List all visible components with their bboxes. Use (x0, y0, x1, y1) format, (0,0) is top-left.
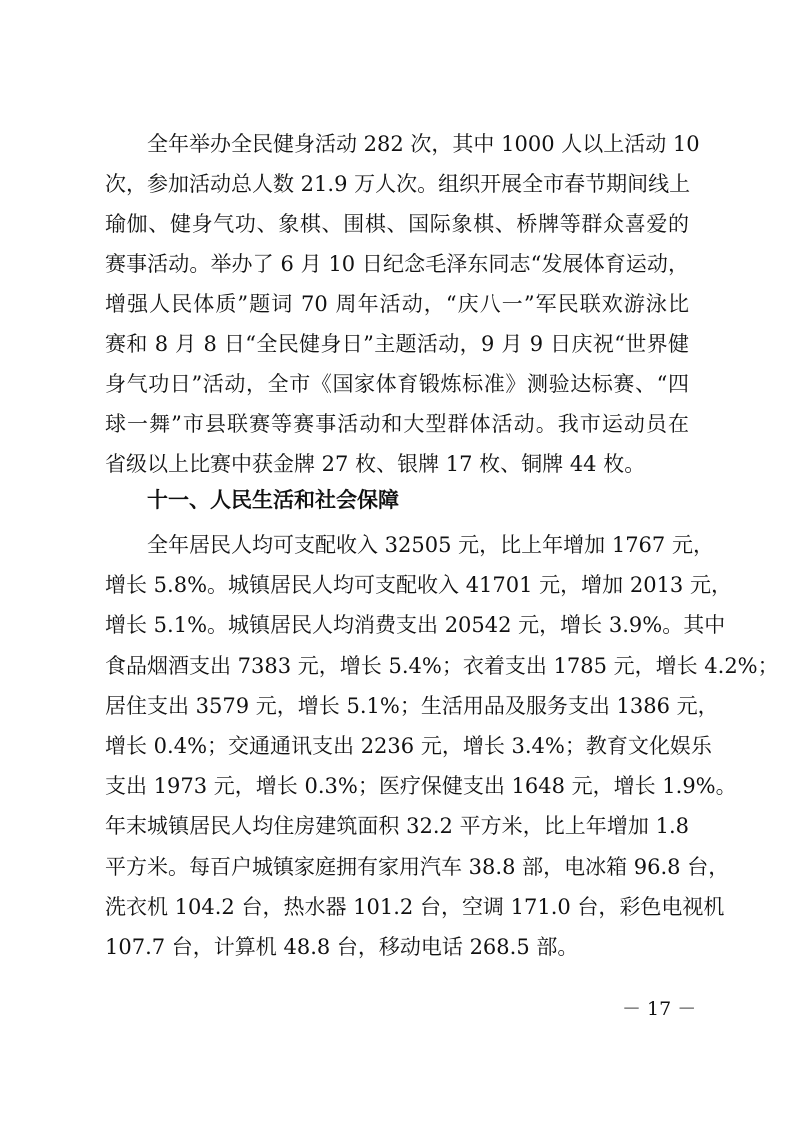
paragraph-line: 全年居民人均可支配收入 32505 元，比上年增加 1767 元， (147, 533, 714, 557)
paragraph-line: 瑜伽、健身气功、象棋、围棋、国际象棋、桥牌等群众喜爱的 (105, 212, 689, 236)
paragraph-line: 洗衣机 104.2 台，热水器 101.2 台，空调 171.0 台，彩色电视机 (105, 895, 725, 919)
section-heading: 十一、人民生活和社会保障 (147, 488, 399, 512)
paragraph-line: 全年举办全民健身活动 282 次，其中 1000 人以上活动 10 (147, 132, 700, 156)
paragraph-line: 省级以上比赛中获金牌 27 枚、银牌 17 枚、铜牌 44 枚。 (105, 452, 646, 476)
paragraph-line: 赛事活动。举办了 6 月 10 日纪念毛泽东同志“发展体育运动， (105, 252, 689, 276)
paragraph-line: 增长 5.8%。城镇居民人均可支配收入 41701 元，增加 2013 元， (105, 573, 732, 597)
paragraph-line: 赛和 8 月 8 日“全民健身日”主题活动，9 月 9 日庆祝“世界健 (105, 332, 689, 356)
paragraph-line: 平方米。每百户城镇家庭拥有家用汽车 38.8 部，电冰箱 96.8 台， (105, 855, 730, 879)
paragraph-line: 增强人民体质”题词 70 周年活动，“庆八一”军民联欢游泳比 (105, 292, 689, 316)
page-number: － 17 － (622, 998, 697, 1020)
paragraph-line: 居住支出 3579 元，增长 5.1%；生活用品及服务支出 1386 元， (105, 694, 719, 718)
paragraph-line: 次，参加活动总人数 21.9 万人次。组织开展全市春节期间线上 (105, 172, 691, 196)
paragraph-line: 年末城镇居民人均住房建筑面积 32.2 平方米，比上年增加 1.8 (105, 814, 689, 838)
paragraph-line: 球一舞”市县联赛等赛事活动和大型群体活动。我市运动员在 (105, 412, 689, 436)
paragraph-line: 支出 1973 元，增长 0.3%；医疗保健支出 1648 元，增长 1.9%。 (105, 774, 737, 798)
paragraph-line: 食品烟酒支出 7383 元，增长 5.4%；衣着支出 1785 元，增长 4.2%； (105, 654, 779, 678)
paragraph-line: 107.7 台，计算机 48.8 台，移动电话 268.5 部。 (105, 935, 579, 959)
paragraph-line: 增长 5.1%。城镇居民人均消费支出 20542 元，增长 3.9%。其中 (105, 613, 726, 637)
paragraph-line: 身气功日”活动，全市《国家体育锻炼标准》测验达标赛、“四 (105, 372, 689, 396)
paragraph-line: 增长 0.4%；交通通讯支出 2236 元，增长 3.4%；教育文化娱乐 (105, 734, 712, 758)
